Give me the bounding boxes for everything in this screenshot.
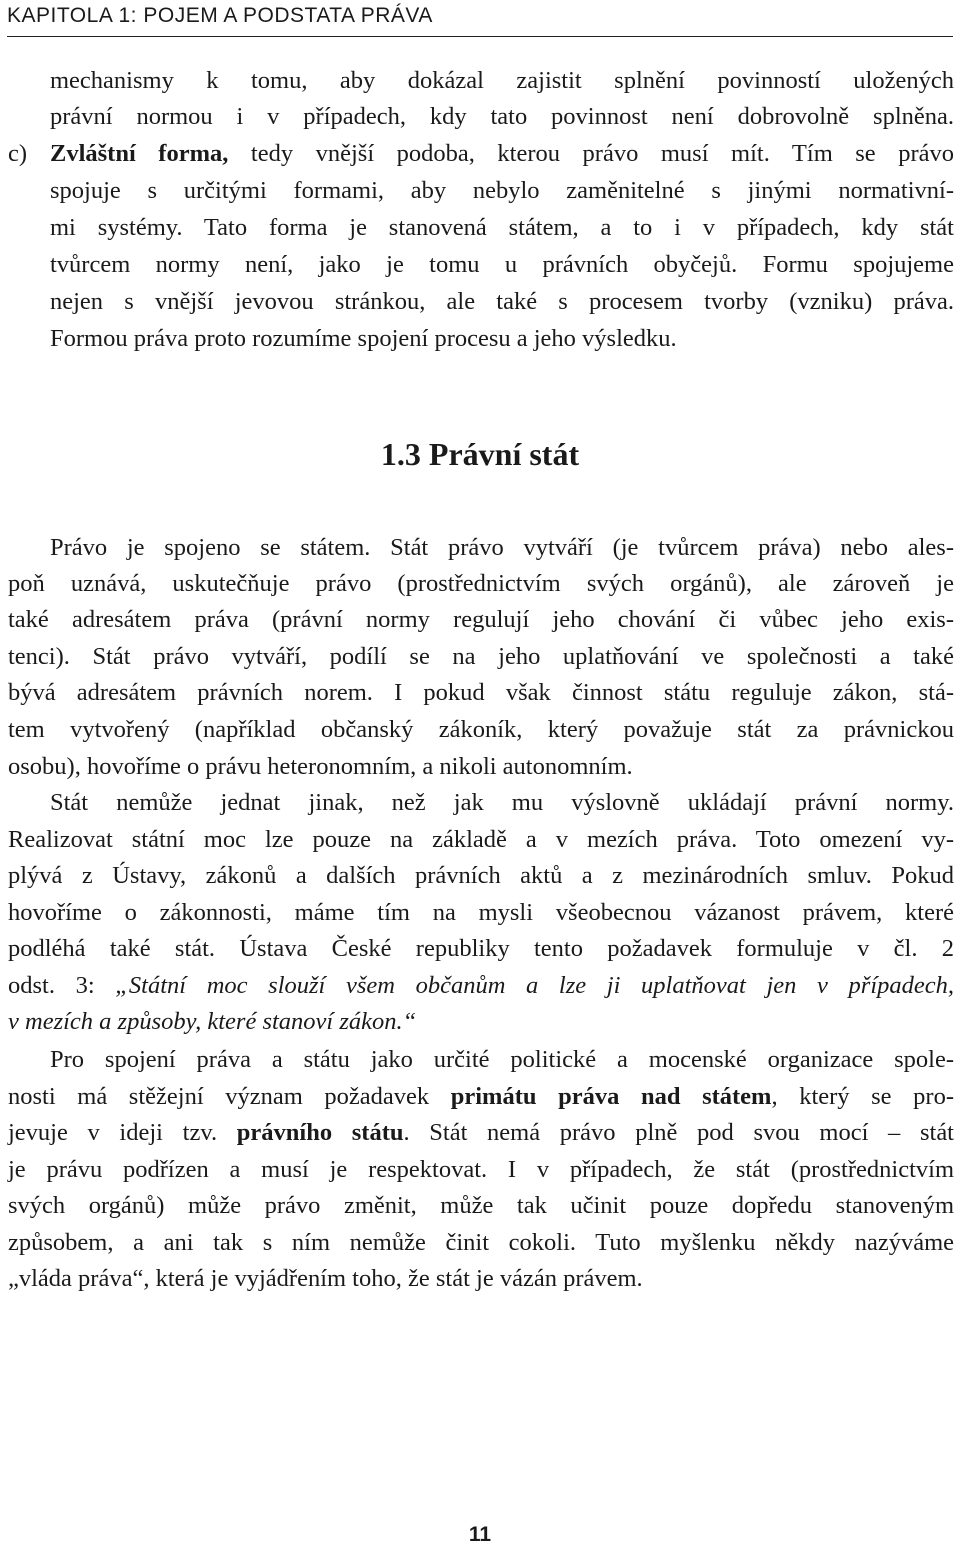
section-heading: 1.3 Právní stát bbox=[380, 436, 580, 472]
body-line: spojuje s určitými formami, aby nebylo zaměnitelné s jinými normativní- bbox=[50, 177, 954, 204]
body-line: Pro spojení práva a státu jako určité politické a mocenské organizace spole- bbox=[50, 1046, 954, 1073]
term-primat-prava: primátu práva nad státem bbox=[450, 1083, 772, 1110]
constitution-quote: „Státní moc slouží všem občanům a lze ji uplatňovat jen v případech, bbox=[115, 972, 954, 999]
quote-line2 bbox=[8, 1007, 416, 1037]
body-line: hovoříme o zákonnosti, máme tím na mysli všeobecnou vázanost právem, které bbox=[8, 899, 954, 926]
body-text: odst. 3: bbox=[8, 972, 116, 999]
body-text: , který se pro- bbox=[771, 1083, 954, 1110]
body-line: svých orgánů) může právo změnit, může tak učinit pouze dopředu stanoveným bbox=[8, 1192, 954, 1219]
body-text: . Stát nemá právo plně pod svou mocí – stát bbox=[403, 1119, 954, 1146]
body-line: tem vytvořený (například občanský zákoník, který považuje stát za právnickou bbox=[8, 716, 954, 743]
body-line: bývá adresátem právních norem. I pokud však činnost státu reguluje zákon, stá- bbox=[8, 679, 954, 706]
list-label-c: c) bbox=[8, 140, 28, 167]
body-line: také adresátem práva (právní normy regulují jeho chování či vůbec jeho exis- bbox=[8, 606, 954, 633]
body-line: „vláda práva“, která je vyjádřením toho, že stát je vázán právem. bbox=[8, 1265, 643, 1292]
list-item-c-line1 bbox=[50, 139, 954, 169]
body-line bbox=[8, 1082, 954, 1112]
body-line: právní normou i v případech, kdy tato povinnost není dobrovolně splněna. bbox=[50, 103, 954, 130]
body-line: mi systémy. Tato forma je stanovená státem, a to i v případech, kdy stát bbox=[50, 214, 954, 241]
body-line: Stát nemůže jednat jinak, než jak mu výslovně ukládají právní normy. bbox=[50, 789, 954, 816]
term-zvlastni-forma: Zvláštní forma, bbox=[50, 140, 229, 167]
body-line: plývá z Ústavy, zákonů a dalších právních aktů a z mezinárodních smluv. Pokud bbox=[8, 862, 954, 889]
body-line bbox=[8, 1118, 954, 1148]
body-line: podléhá také stát. Ústava České republiky tento požadavek formuluje v čl. 2 bbox=[8, 935, 954, 962]
term-pravni-stat: právního státu bbox=[236, 1119, 404, 1146]
body-text: nosti má stěžejní význam požadavek bbox=[8, 1083, 451, 1110]
body-line: poň uznává, uskutečňuje právo (prostřednictvím svých orgánů), ale zároveň je bbox=[8, 570, 954, 597]
running-head: KAPITOLA 1: POJEM A PODSTATA PRÁVA bbox=[7, 0, 953, 37]
body-line: Realizovat státní moc lze pouze na základě a v mezích práva. Toto omezení vy- bbox=[8, 826, 954, 853]
body-line: nejen s vnější jevovou stránkou, ale také s procesem tvorby (vzniku) práva. bbox=[50, 288, 954, 315]
body-line: Formou práva proto rozumíme spojení procesu a jeho výsledku. bbox=[50, 325, 677, 352]
body-line: způsobem, a ani tak s ním nemůže činit cokoli. Tuto myšlenku někdy nazýváme bbox=[8, 1229, 954, 1256]
constitution-quote: v mezích a způsoby, které stanoví zákon.“ bbox=[8, 1008, 417, 1035]
body-text: tedy vnější podoba, kterou právo musí mít. Tím se právo bbox=[228, 140, 954, 167]
body-text: jevuje v ideji tzv. bbox=[8, 1119, 237, 1146]
quote-line1 bbox=[8, 971, 954, 1001]
page-number: 11 bbox=[468, 1523, 492, 1546]
body-line: je právu podřízen a musí je respektovat. I v případech, že stát (prostřednictvím bbox=[8, 1156, 954, 1183]
body-line: tvůrcem normy není, jako je tomu u právních obyčejů. Formu spojujeme bbox=[50, 251, 954, 278]
body-line: Právo je spojeno se státem. Stát právo vytváří (je tvůrcem práva) nebo ales- bbox=[50, 534, 954, 561]
body-line: osobu), hovoříme o právu heteronomním, a nikoli autonomním. bbox=[8, 753, 633, 780]
body-line: mechanismy k tomu, aby dokázal zajistit splnění povinností uložených bbox=[50, 67, 954, 94]
body-line: tenci). Stát právo vytváří, podílí se na jeho uplatňování ve společnosti a také bbox=[8, 643, 954, 670]
